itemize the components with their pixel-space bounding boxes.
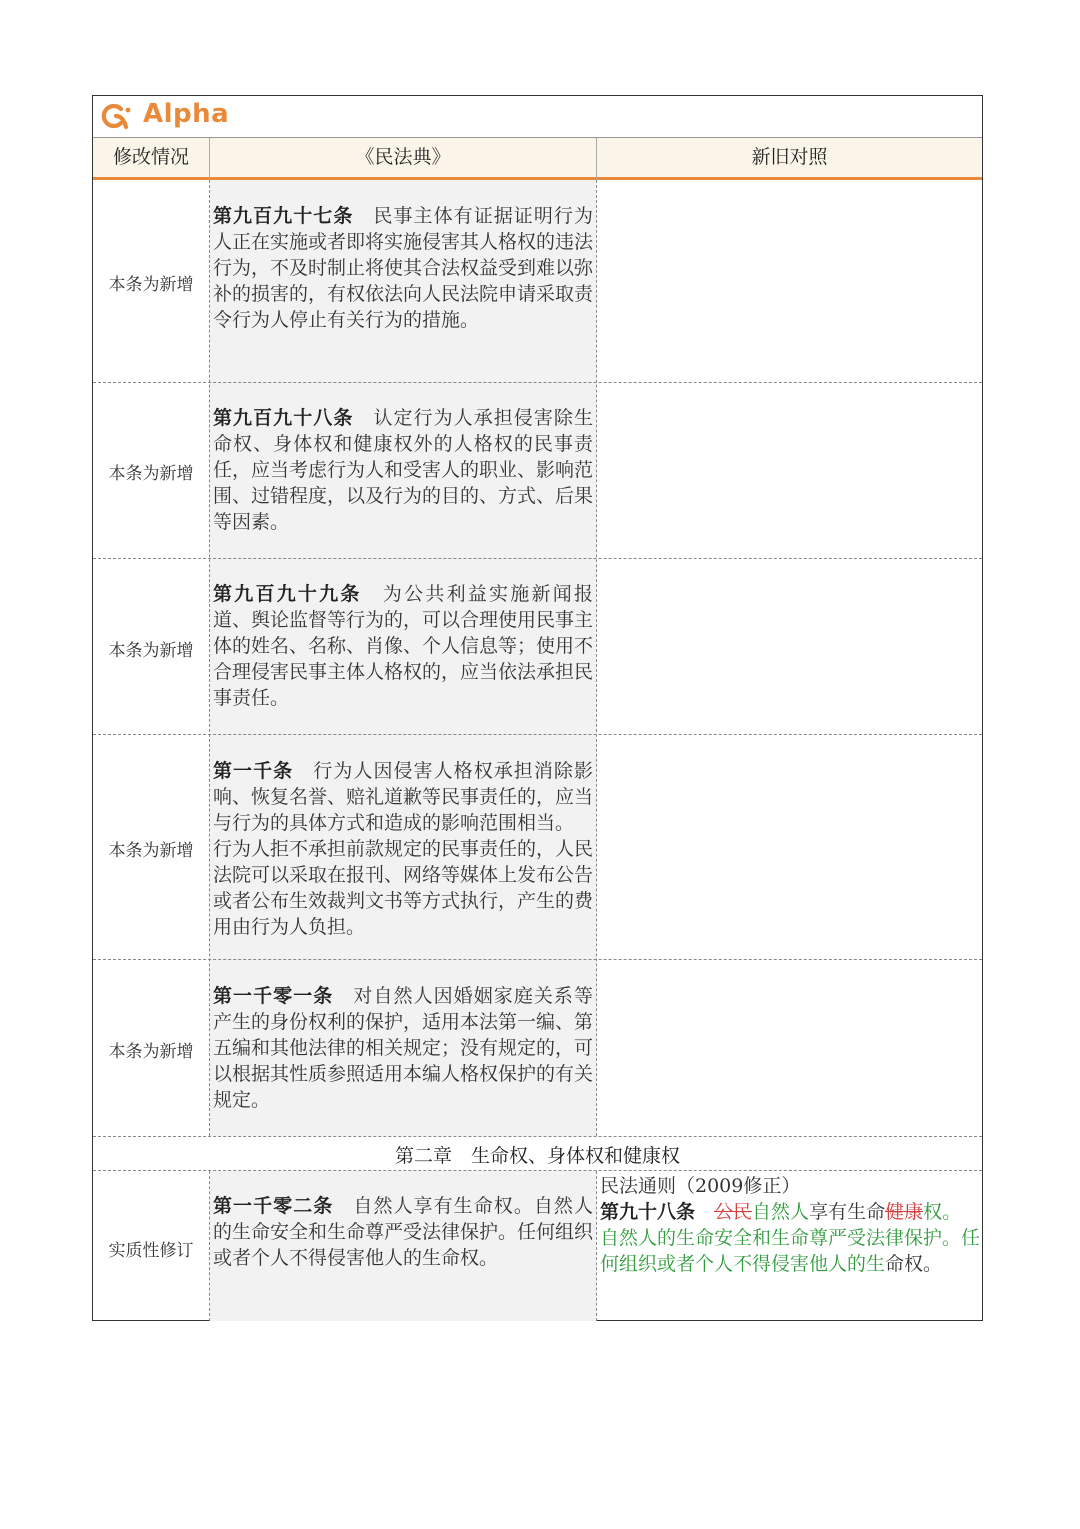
status-label: 实质性修订 [108,1241,194,1261]
header-status: 修改情况 [112,146,189,168]
article-text [213,203,593,333]
brand-name: Alpha [143,99,230,129]
compare-text [600,1173,980,1277]
article-text [213,983,593,1113]
article-text [213,1193,593,1271]
status-label: 本条为新增 [108,1042,194,1062]
added-text: 权 [923,1201,943,1223]
status-label: 本条为新增 [108,464,194,484]
article-body-paragraph-2: 行为人拒不承担前款规定的民事责任的，人民法院可以采取在报刊、网络等媒体上发布公告或者公布生效裁判文书等方式执行，产生的费用由行为人负担。 [213,838,594,938]
status-label: 本条为新增 [108,641,194,661]
article-body: 民事主体有证据证明行为人正在实施或者即将实施侵害其人格权的违法行为，不及时制止将使其合法权益受到难以弥补的损害的，有权依法向人民法院申请采取责令行为人停止有关行为的措施。 [213,205,594,331]
added-text: 自然人 [752,1201,810,1223]
status-label: 本条为新增 [108,841,194,861]
article-body: 为公共利益实施新闻报道、舆论监督等行为的，可以合理使用民事主体的姓名、名称、肖像、个人信息等；使用不合理侵害民事主体人格权的，应当依法承担民事责任。 [213,583,594,709]
compare-source: 民法通则（2009修正） [600,1175,801,1197]
article-number: 第九百九十七条 [213,205,354,227]
brand-bar [93,96,982,138]
header-code: 《民法典》 [355,146,451,168]
chapter-heading: 第二章 生命权、身体权和健康权 [394,1145,680,1167]
table-header [93,138,982,180]
article-text [213,758,593,940]
article-body: 自然人享有生命权。自然人的生命安全和生命尊严受法律保护。任何组织或者个人不得侵害他人的生命权。 [213,1195,594,1269]
status-label: 本条为新增 [108,275,194,295]
deleted-text: 健康 [885,1201,924,1223]
comparison-table [92,95,983,1321]
article-number: 第一千零一条 [213,985,334,1007]
compare-article-number: 第九十八条 [600,1201,696,1223]
article-body: 认定行为人承担侵害除生命权、身体权和健康权外的人格权的民事责任，应当考虑行为人和受害人的职业、影响范围、过错程度，以及行为的目的、方式、后果等因素。 [213,407,594,533]
article-text [213,581,593,711]
alpha-logo-icon [99,100,133,132]
article-text [213,405,593,535]
article-number: 第九百九十八条 [213,407,354,429]
article-number: 第九百九十九条 [213,583,362,605]
article-number: 第一千条 [213,760,294,782]
article-body: 行为人因侵害人格权承担消除影响、恢复名誉、赔礼道歉等民事责任的，应当与行为的具体方式和造成的影响范围相当。 [213,760,594,834]
article-body: 对自然人因婚姻家庭关系等产生的身份权利的保护，适用本法第一编、第五编和其他法律的相关规定；没有规定的，可以根据其性质参照适用本编人格权保护的有关规定。 [213,985,594,1111]
unchanged-text: 命权。 [885,1253,943,1275]
added-text: 。自然人的生命安全和生命尊严受法律保护。任何组织或者个人不得侵害他人的生 [600,1201,981,1275]
article-number: 第一千零二条 [213,1195,334,1217]
unchanged-text: 享有生命 [809,1201,886,1223]
header-compare: 新旧对照 [751,146,828,168]
deleted-text: 公民 [714,1201,753,1223]
